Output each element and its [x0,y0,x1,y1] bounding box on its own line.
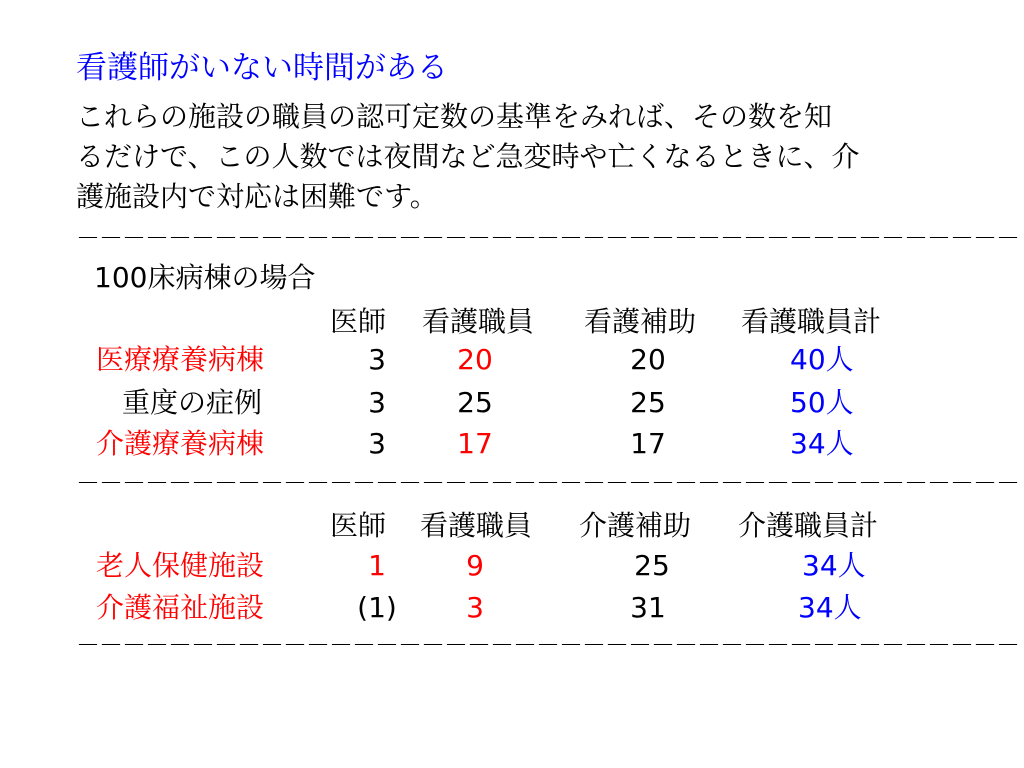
table1-cell-doctor: 3 [368,427,386,460]
paragraph-line: るだけで、この人数では夜間など急変時や亡くなるときに、介 [76,140,860,173]
table1-cell-aide: 25 [630,386,666,419]
table1-header-aide: 看護補助 [584,305,697,338]
table1-cell-aide: 17 [630,427,666,460]
paragraph-line: これらの施設の職員の認可定数の基準をみれば、その数を知 [76,100,833,133]
table1-row-label: 重度の症例 [122,386,263,419]
table1-cell-total: 50人 [790,386,854,419]
table2-row-label: 老人保健施設 [96,549,265,582]
paragraph-line: 護施設内で対応は困難です。 [76,180,438,213]
table2-cell-total: 34人 [802,549,866,582]
table1-cell-aide: 20 [630,343,666,376]
table2-cell-nurse: 9 [466,549,484,582]
table1-cell-total: 40人 [790,343,854,376]
table1-cell-nurse: 17 [457,427,493,460]
table2-cell-doctor: (1) [357,591,397,624]
separator-line: －－－－－－－－－－－－－－－－－－－－－－－－－－－－－－－－－－－－－－－－－ [76,631,1019,659]
table2-header-total: 介護職員計 [738,509,879,542]
table1-caption: 100床病棟の場合 [94,261,316,294]
table1-row-label: 医療療養病棟 [96,343,265,376]
separator-line: －－－－－－－－－－－－－－－－－－－－－－－－－－－－－－－－－－－－－－－－－ [76,469,1019,497]
table1-header-nurse: 看護職員 [422,305,535,338]
table2-cell-doctor: 1 [368,549,386,582]
table2-cell-aide: 25 [634,549,670,582]
table1-cell-doctor: 3 [368,386,386,419]
table1-cell-total: 34人 [790,427,854,460]
body-paragraph [76,97,976,217]
table1-row-label: 介護療養病棟 [96,427,265,460]
table1-cell-doctor: 3 [368,343,386,376]
table2-cell-nurse: 3 [466,591,484,624]
table2-cell-aide: 31 [630,591,666,624]
separator-line: －－－－－－－－－－－－－－－－－－－－－－－－－－－－－－－－－－－－－－－－－ [76,224,1019,252]
table2-header-nurse: 看護職員 [420,509,533,542]
table2-header-doctor: 医師 [330,509,387,542]
table1-cell-nurse: 20 [457,343,493,376]
table2-row-label: 介護福祉施設 [96,591,265,624]
slide-title: 看護師がいない時間がある [76,50,448,86]
table2-header-aide: 介護補助 [579,509,692,542]
table1-cell-nurse: 25 [457,386,493,419]
table2-cell-total: 34人 [798,591,862,624]
table1-header-total: 看護職員計 [741,305,882,338]
table1-header-doctor: 医師 [330,305,387,338]
